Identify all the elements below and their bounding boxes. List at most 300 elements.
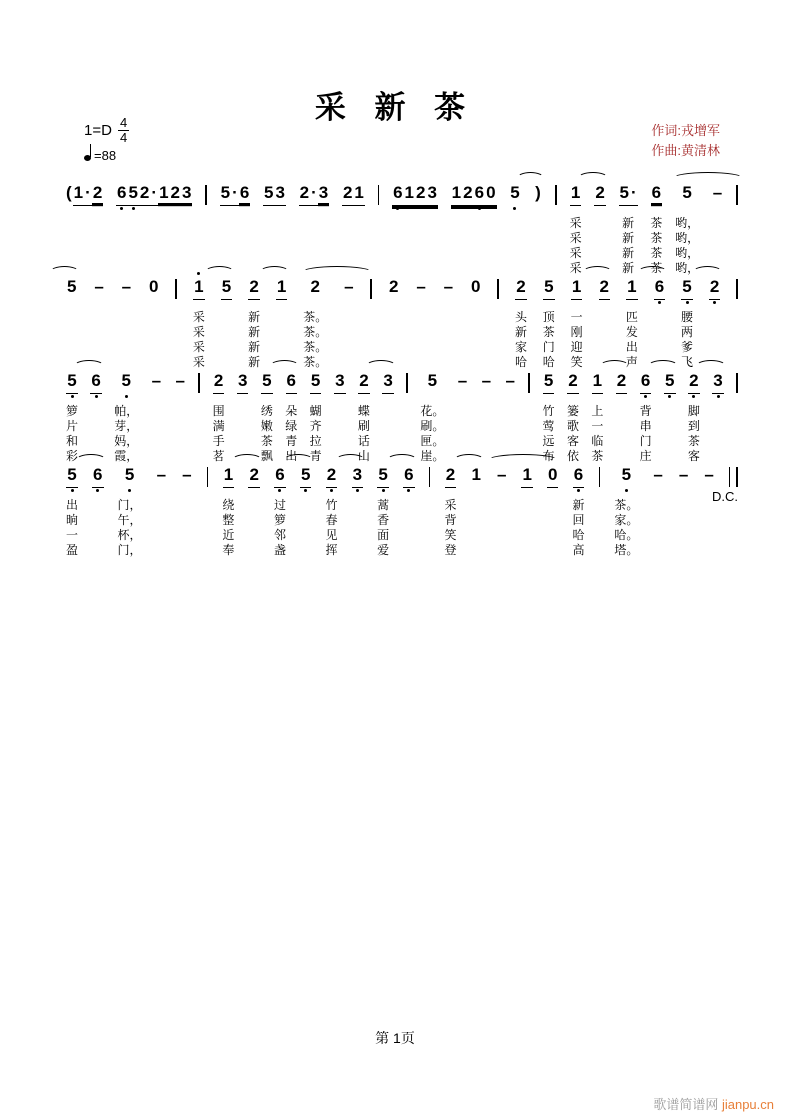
note-char: 2 — [689, 371, 699, 390]
lyric-syllable: 飘 — [260, 449, 273, 463]
note-cell — [93, 277, 104, 310]
lyric-syllable: 高 — [572, 543, 585, 557]
lyric-syllable: 奉 — [222, 543, 235, 557]
barline-cell — [175, 277, 177, 299]
note-char: · — [85, 183, 91, 202]
beam-group — [651, 183, 662, 206]
lyric-syllable: 莺 — [542, 419, 555, 433]
lyric-column — [248, 310, 260, 370]
note-char: – — [678, 465, 689, 484]
note-cell — [352, 465, 363, 498]
lyric-syllable: 哟， — [675, 216, 700, 230]
note-token — [445, 465, 456, 489]
beam-group — [175, 371, 186, 393]
lyric-column — [688, 404, 700, 464]
note-cell — [66, 277, 77, 310]
lyric-syllable: 刚 — [570, 325, 583, 339]
barline-cell — [555, 183, 557, 205]
barline — [736, 279, 738, 299]
beam-group — [505, 371, 516, 393]
lyric-column — [377, 498, 389, 558]
note-cell — [420, 371, 444, 464]
beam-group — [116, 183, 192, 206]
note-char: 1 — [592, 371, 603, 390]
note-char: 6 — [286, 371, 296, 390]
note-cell — [92, 465, 103, 498]
lyric-syllable: 春 — [325, 513, 338, 527]
lyric-column — [515, 310, 527, 370]
note-char: 6 — [640, 371, 651, 390]
note-token — [116, 183, 192, 207]
lyric-syllable: 采 — [192, 355, 205, 369]
note-char: 1 — [73, 183, 84, 202]
note-cell — [261, 371, 273, 464]
beam-group — [93, 277, 104, 299]
note-char: 2 — [709, 277, 720, 296]
lyric-column — [303, 310, 327, 370]
lyric-syllable: 崖。 — [420, 449, 445, 463]
note-cell — [681, 277, 693, 370]
lyric-column — [640, 404, 652, 464]
da-capo-mark: D.C. — [712, 489, 738, 504]
time-signature — [118, 116, 129, 144]
barline — [528, 373, 530, 393]
lyric-syllable: 箩 — [273, 513, 286, 527]
barline — [555, 185, 557, 205]
beam-group — [263, 183, 286, 206]
note-char: 2 — [445, 465, 456, 484]
note-cell — [116, 183, 192, 216]
note-char: 5 — [128, 183, 138, 202]
note-token — [213, 371, 224, 395]
note-token — [261, 371, 272, 395]
note-token — [470, 465, 481, 489]
lyric-syllable: 茗 — [212, 449, 225, 463]
note-char: 2 — [92, 183, 103, 202]
note-cell — [675, 183, 699, 276]
note-char: 5 — [682, 183, 692, 202]
note-char: 5 — [221, 277, 232, 296]
note-char: 2 — [249, 465, 259, 484]
note-token — [543, 277, 554, 301]
note-token — [521, 465, 532, 489]
note-char: 5 — [427, 371, 438, 390]
note-token — [223, 465, 234, 489]
beam-group — [681, 183, 692, 205]
note-token — [334, 371, 345, 395]
beam-group — [567, 371, 578, 394]
note-token — [121, 277, 132, 301]
barline-cell — [497, 277, 499, 299]
note-cell — [248, 277, 260, 370]
note-token — [220, 183, 251, 207]
note-cell — [712, 371, 723, 404]
lyric-syllable: 出 — [625, 340, 638, 354]
note-token — [300, 465, 311, 489]
barline-cell — [198, 371, 200, 393]
beam-group — [427, 371, 438, 393]
score — [66, 183, 738, 559]
lyric-syllable: 到 — [687, 419, 700, 433]
lyric-syllable: 腰 — [681, 310, 694, 324]
lyric-syllable: 竹 — [325, 498, 338, 512]
note-cell — [543, 371, 555, 464]
barline-cell — [736, 183, 738, 205]
note-token — [573, 465, 584, 489]
key-label: 1=D — [84, 121, 112, 139]
note-token — [712, 183, 723, 207]
note-char: – — [151, 371, 162, 390]
lyric-syllable: 青 — [285, 434, 298, 448]
note-token — [377, 465, 388, 489]
note-char: 6 — [573, 465, 584, 484]
beam-group — [92, 465, 103, 488]
note-token — [654, 277, 665, 301]
note-char: – — [712, 183, 723, 202]
lyric-syllable: 爹 — [681, 340, 694, 354]
lyric-syllable: 新 — [248, 310, 261, 324]
note-token — [703, 465, 714, 489]
note-cell — [703, 465, 714, 498]
note-token — [619, 183, 638, 207]
note-char: – — [416, 277, 426, 296]
page-number: 第 1页 — [375, 1030, 415, 1046]
lyric-syllable: 嫩 — [260, 419, 273, 433]
note-cell — [572, 465, 584, 558]
lyric-syllable: 妈， — [114, 434, 139, 448]
note-char: 2 — [249, 277, 259, 296]
lyric-syllable: 茶。 — [303, 325, 328, 339]
beam-group — [621, 465, 632, 487]
note-cell — [571, 277, 583, 370]
note-char: 2 — [359, 371, 369, 390]
note-char: – — [481, 371, 492, 390]
lyric-syllable: 香 — [377, 513, 390, 527]
lyric-syllable: 哈 — [514, 355, 527, 369]
credits — [651, 121, 720, 161]
lyric-syllable: 挥 — [325, 543, 338, 557]
note-token — [571, 277, 582, 301]
lyric-syllable: 依 — [566, 449, 579, 463]
lyric-syllable: 爱 — [377, 543, 390, 557]
beam-group — [626, 277, 637, 300]
lyric-syllable: 匣。 — [420, 434, 445, 448]
barline-cell — [736, 371, 738, 393]
lyric-column — [681, 310, 693, 370]
lyric-syllable: 新 — [622, 231, 635, 245]
note-char: 1 — [570, 183, 581, 202]
note-token — [651, 183, 662, 207]
note-cell — [678, 465, 689, 498]
lyric-syllable: 匹 — [625, 310, 638, 324]
note-token — [457, 371, 468, 395]
lyric-column — [66, 498, 78, 558]
note-token — [352, 465, 363, 489]
note-cell — [121, 277, 132, 310]
beam-group — [678, 465, 689, 487]
lyric-syllable: 刷。 — [420, 419, 445, 433]
lyric-column — [675, 216, 699, 276]
note-cell — [213, 371, 225, 464]
lyric-syllable: 茶。 — [303, 355, 328, 369]
lyric-syllable: 面 — [377, 528, 390, 542]
lyric-syllable: 笑 — [444, 528, 457, 542]
note-cell — [505, 371, 516, 404]
lyric-syllable: 一 — [66, 528, 79, 542]
note-char: · — [151, 183, 158, 202]
note-char: 3 — [182, 183, 192, 202]
lyric-column — [326, 498, 338, 558]
watermark-domain-link[interactable]: jianpu.cn — [721, 1097, 774, 1112]
lyric-syllable: 霞， — [114, 449, 139, 463]
note-cell — [377, 465, 389, 558]
note-token — [543, 371, 554, 395]
lyric-syllable: 哟， — [675, 231, 700, 245]
note-char: – — [457, 371, 468, 390]
lyric-syllable: 片 — [66, 419, 79, 433]
lyric-syllable: 帕， — [114, 404, 139, 418]
beam-group — [496, 465, 507, 487]
lyric-syllable: 哈 — [572, 528, 585, 542]
note-token — [248, 465, 259, 489]
note-char: 2 — [416, 183, 426, 202]
note-char: 3 — [383, 371, 393, 390]
lyric-syllable: 门， — [117, 543, 142, 557]
note-char: 2 — [342, 183, 353, 202]
lyric-syllable: 近 — [222, 528, 235, 542]
note-cell — [594, 183, 605, 216]
note-cell — [220, 183, 251, 216]
lyric-syllable: 刷 — [357, 419, 370, 433]
beam-group — [509, 183, 520, 205]
lyric-syllable: 临 — [591, 434, 604, 448]
note-char: 2 — [463, 183, 473, 202]
lyric-syllable: 过 — [273, 498, 286, 512]
beam-group — [299, 183, 330, 206]
barline — [736, 185, 738, 205]
note-cell — [619, 183, 638, 276]
note-token — [276, 277, 287, 301]
beam-group — [619, 183, 638, 206]
barline-cell — [205, 183, 207, 205]
note-cell — [451, 183, 497, 216]
lyric-column — [274, 498, 286, 558]
note-token — [616, 371, 627, 395]
note-char: 2 — [213, 371, 224, 390]
note-token — [496, 465, 507, 489]
beam-group — [300, 465, 311, 488]
note-cell — [570, 183, 582, 276]
note-char: 5 — [67, 277, 77, 296]
note-cell — [654, 277, 665, 310]
song-title: 采 新 茶 — [314, 90, 476, 125]
note-cell — [118, 465, 142, 558]
note-char: 2 — [389, 277, 399, 296]
note-token — [156, 465, 167, 489]
note-char: 1 — [223, 465, 234, 484]
note-char: 3 — [318, 183, 329, 202]
note-char: 6 — [404, 465, 414, 484]
beam-group — [547, 465, 558, 488]
beam-group — [688, 371, 699, 394]
note-token — [392, 183, 438, 207]
beam-group — [594, 183, 605, 206]
note-token — [66, 371, 77, 395]
note-token — [621, 465, 632, 489]
note-char: – — [182, 465, 192, 484]
lyric-syllable: 拉 — [309, 434, 322, 448]
lyric-syllable: 花。 — [420, 404, 445, 418]
beam-group — [640, 371, 651, 394]
note-token — [66, 465, 77, 489]
lyric-column — [114, 404, 138, 464]
lyric-syllable: 发 — [625, 325, 638, 339]
note-token — [481, 371, 492, 395]
lyric-column — [622, 216, 634, 276]
note-char: 5 — [378, 465, 388, 484]
note-cell — [66, 465, 78, 558]
note-char: 3 — [275, 183, 285, 202]
beam-group — [261, 371, 272, 394]
beam-group — [382, 371, 393, 394]
note-char: 2 — [326, 465, 337, 484]
note-char: – — [121, 277, 132, 296]
lyric-syllable: 茶 — [260, 434, 273, 448]
barline — [198, 373, 200, 393]
barline-cell — [729, 465, 738, 487]
note-token — [547, 465, 558, 489]
lyric-column — [572, 498, 584, 558]
note-char: 5 — [621, 465, 632, 484]
lyric-syllable: 哟， — [675, 246, 700, 260]
note-token — [92, 465, 103, 489]
note-char: 5 — [510, 183, 520, 202]
note-char: 5 — [544, 277, 554, 296]
note-token — [451, 183, 497, 207]
barline — [207, 467, 209, 487]
beam-group — [66, 371, 77, 394]
note-cell — [263, 183, 286, 216]
lyric-syllable: 篓 — [566, 404, 579, 418]
lyric-syllable: 绿 — [285, 419, 298, 433]
lyric-syllable: 采 — [569, 246, 582, 260]
note-token — [678, 465, 689, 489]
lyric-syllable: 登 — [444, 543, 457, 557]
note-cell — [509, 183, 520, 216]
barline-cell — [736, 277, 738, 299]
note-cell — [181, 465, 192, 498]
lyric-syllable: 脚 — [687, 404, 700, 418]
note-cell — [521, 465, 532, 498]
lyric-syllable: 一 — [591, 419, 604, 433]
note-char: 2 — [616, 371, 627, 390]
note-char: 5 — [619, 183, 629, 202]
note-token — [90, 371, 101, 395]
note-char: 5 — [121, 371, 131, 390]
beam-group — [221, 277, 232, 300]
beam-group — [193, 277, 204, 300]
note-char: 5 — [67, 371, 77, 390]
beam-group — [543, 371, 554, 394]
beam-group — [73, 183, 104, 206]
note-cell — [403, 465, 414, 498]
lyric-syllable: 家。 — [614, 513, 639, 527]
beam-group — [470, 277, 481, 299]
note-cell — [358, 371, 370, 464]
lyric-syllable: 哈。 — [614, 528, 639, 542]
note-cell — [443, 277, 454, 310]
note-cell — [652, 465, 663, 498]
barline-cell — [429, 465, 431, 487]
beam-group — [286, 371, 297, 394]
note-token — [515, 277, 526, 301]
note-token — [688, 371, 699, 395]
note-char: 1 — [194, 277, 204, 296]
lyric-syllable: 茶 — [591, 449, 604, 463]
note-cell — [303, 277, 327, 370]
beam-group — [515, 277, 526, 300]
beam-group — [66, 277, 77, 299]
note-char: 5 — [263, 183, 274, 202]
note-token — [388, 277, 399, 301]
watermark — [653, 1094, 774, 1113]
note-cell — [470, 465, 481, 498]
note-char: 3 — [713, 371, 723, 390]
beam-group — [90, 371, 101, 394]
note-char: 6 — [91, 371, 101, 390]
beam-group — [352, 465, 363, 488]
note-char: 0 — [148, 277, 159, 296]
note-token — [382, 371, 393, 395]
barline — [599, 467, 601, 487]
note-token — [470, 277, 481, 301]
beam-group — [703, 465, 714, 487]
lyric-column — [591, 404, 603, 464]
lyric-syllable: 门， — [117, 498, 142, 512]
beam-group — [443, 277, 454, 299]
note-token — [599, 277, 610, 301]
note-char: ) — [535, 183, 541, 202]
lyric-syllable: 采 — [444, 498, 457, 512]
key-signature — [84, 116, 129, 144]
barline-cell — [528, 371, 530, 393]
lyric-syllable: 布 — [542, 449, 555, 463]
note-cell — [193, 277, 205, 370]
lyric-column — [118, 498, 142, 558]
barline-cell — [207, 465, 209, 487]
note-token — [221, 277, 232, 301]
lyric-syllable: 围 — [212, 404, 225, 418]
lyric-syllable: 邻 — [273, 528, 286, 542]
note-char: 3 — [352, 465, 363, 484]
lyric-syllable: 晌 — [66, 513, 79, 527]
note-token — [124, 465, 135, 489]
note-char: 6 — [651, 183, 662, 202]
note-cell — [276, 277, 287, 310]
beam-group — [121, 371, 132, 393]
lyric-column — [66, 404, 78, 464]
note-char: 1 — [404, 183, 415, 202]
lyric-syllable: 新 — [622, 216, 635, 230]
note-token — [626, 277, 637, 301]
note-char: – — [505, 371, 515, 390]
note-char: 1 — [354, 183, 364, 202]
barline — [205, 185, 207, 205]
note-token — [274, 465, 285, 489]
lyric-syllable: 一 — [570, 310, 583, 324]
lyric-syllable: 飞 — [681, 355, 694, 369]
barline — [736, 373, 738, 393]
